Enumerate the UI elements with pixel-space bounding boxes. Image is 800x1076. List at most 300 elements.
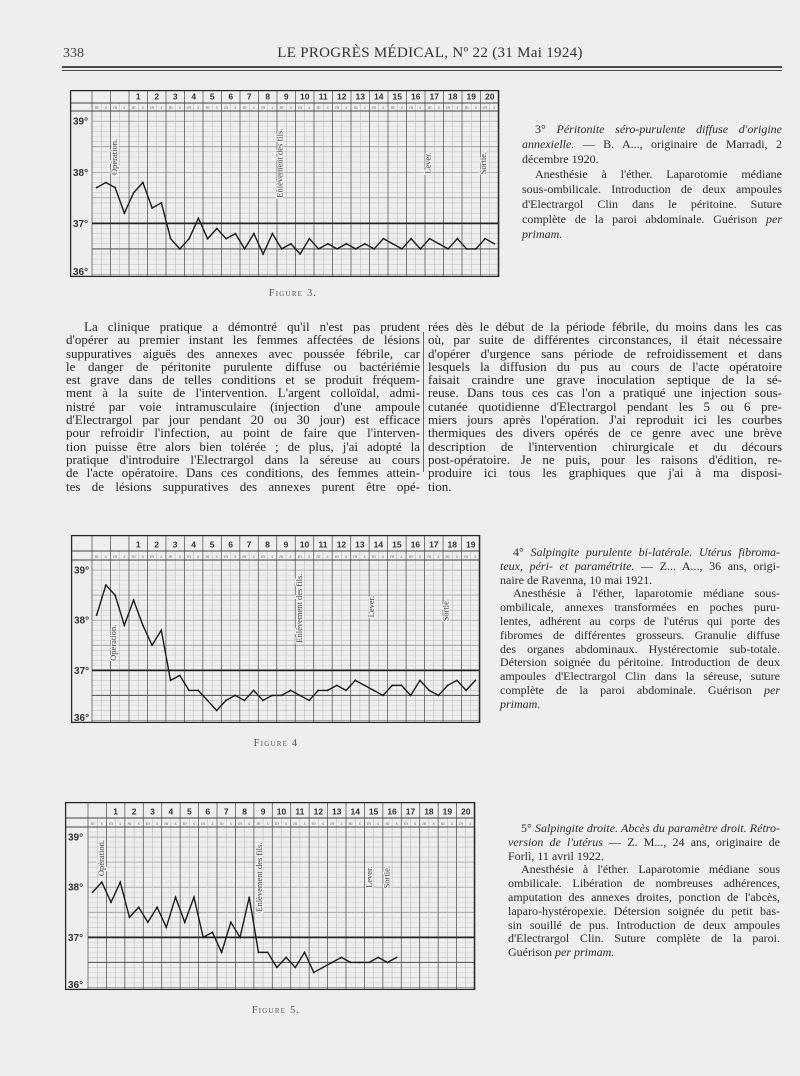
half-day-label: m (145, 821, 150, 827)
running-title: LE PROGRÈS MÉDICAL, Nº 22 (31 Mai 1924) (277, 45, 583, 61)
text-line (508, 919, 780, 933)
day-label: 2 (154, 91, 160, 102)
data-point (276, 967, 278, 969)
text-line (508, 877, 780, 891)
data-point (142, 182, 144, 184)
text-run: produire ici tous les graphiques que j'ai à ma disposi- (428, 465, 782, 481)
data-point (327, 243, 329, 245)
day-label: 10 (299, 539, 310, 550)
text-run: le danger de péritonite purulente diffuse ou bactériémie (66, 358, 420, 374)
day-label: 4 (191, 539, 196, 550)
data-point (308, 700, 310, 702)
data-point (244, 248, 246, 250)
data-point (114, 187, 116, 189)
text-run: tion puisse être alors bien tolérée ; de plus, j'ai adopté la (66, 438, 420, 454)
half-day-label: m (219, 821, 224, 827)
half-day-label: m (260, 554, 265, 560)
body-text-right-column (428, 320, 782, 493)
data-point (281, 248, 283, 250)
text-run: sin souillé de pus. Introduction de deux ampoules (508, 917, 780, 932)
half-day-label: s (156, 821, 159, 827)
data-point (475, 248, 477, 250)
data-point (354, 679, 356, 681)
data-point (170, 238, 172, 240)
text-line (522, 122, 782, 137)
half-day-label: m (298, 105, 303, 111)
half-day-label: s (174, 821, 177, 827)
data-point (382, 695, 384, 697)
half-day-label: s (400, 105, 403, 111)
half-day-label: m (127, 821, 132, 827)
data-point (340, 957, 342, 959)
data-point (262, 700, 264, 702)
data-point (290, 243, 292, 245)
half-day-label: s (308, 554, 311, 560)
figure-caption: Figure 5. (251, 1005, 301, 1016)
half-day-label: s (215, 554, 218, 560)
text-line (500, 684, 780, 698)
text-run: 5° (521, 821, 535, 835)
data-point (129, 916, 131, 918)
text-run: complète de la paroi abdominale. Guérison (522, 212, 766, 226)
data-point (244, 700, 246, 702)
data-point (160, 629, 162, 631)
text-line (428, 453, 782, 466)
half-day-label: s (437, 554, 440, 560)
half-day-label: m (348, 821, 353, 827)
data-point (484, 238, 486, 240)
half-day-label: m (445, 554, 450, 560)
data-point (401, 684, 403, 686)
text-line (500, 574, 780, 588)
half-day-label: s (308, 105, 311, 111)
data-point (110, 901, 112, 903)
data-point (336, 684, 338, 686)
half-day-label: s (271, 105, 274, 111)
data-point (299, 695, 301, 697)
text-run: des organes abdominaux. Hystérectomie sub-totale. (500, 641, 780, 656)
column-rule (423, 332, 424, 472)
text-line (66, 320, 420, 333)
data-point (105, 584, 107, 586)
half-day-label: s (289, 554, 292, 560)
half-day-label: s (123, 554, 126, 560)
data-point (410, 695, 412, 697)
temperature-chart-figure-3 (70, 90, 499, 277)
day-label: 12 (313, 806, 324, 817)
text-run: suppuratives aiguës des annexes avec poussée fébrile, car (66, 345, 420, 361)
half-day-label: s (358, 821, 361, 827)
half-day-label: s (321, 821, 325, 827)
data-point (234, 233, 236, 235)
data-point (493, 243, 495, 245)
half-day-label: m (422, 821, 427, 827)
text-run: sous-ombilicale. Introduction de deux ampoules (522, 182, 782, 196)
half-day-label: s (400, 554, 403, 560)
half-day-label: m (334, 554, 339, 560)
text-line (66, 360, 420, 373)
italic-text-run: version de l'utérus (508, 834, 603, 849)
half-day-label: s (382, 105, 385, 111)
italic-text-run: Péritonite séro-purulente diffuse d'origine (556, 122, 782, 136)
half-day-label: m (464, 554, 469, 560)
data-point (197, 217, 199, 219)
header-rule-thick (62, 66, 782, 68)
y-tick-label: 36° (68, 980, 84, 991)
half-day-label: m (242, 554, 247, 560)
text-line (508, 932, 780, 946)
half-day-label: s (419, 105, 422, 111)
day-label: 13 (355, 91, 365, 102)
half-day-label: s (432, 821, 435, 827)
day-label: 15 (392, 539, 402, 550)
half-day-label: m (238, 821, 243, 827)
data-point (114, 594, 116, 596)
temperature-chart-figure-4 (71, 535, 480, 723)
half-day-label: m (113, 105, 118, 111)
italic-text-run: annexielle. (522, 137, 575, 151)
data-point (345, 690, 347, 692)
event-annotation: Sortie. (478, 151, 489, 175)
text-line (522, 227, 782, 242)
half-day-label: m (464, 105, 469, 111)
half-day-label: m (187, 105, 192, 111)
text-run: Guérison (508, 945, 555, 960)
day-label: 20 (485, 91, 495, 102)
chart-frame (66, 803, 475, 990)
half-day-label: s (104, 554, 107, 560)
text-run: 3° (535, 122, 557, 136)
text-line (500, 670, 780, 684)
half-day-label: s (104, 105, 107, 111)
text-line (66, 466, 420, 479)
half-day-label: m (261, 105, 266, 111)
text-line (428, 400, 782, 413)
data-point (207, 238, 209, 240)
day-label: 19 (466, 91, 476, 102)
text-line (66, 386, 420, 399)
text-run: lesquels la diffusion du pus au cours de l'acte opératoire (428, 358, 782, 374)
data-point (207, 700, 209, 702)
text-run: cutanée quotidienne d'Electrargol pendant les 5 ou 6 pre- (428, 398, 782, 414)
half-day-label: m (316, 105, 321, 111)
text-line (508, 863, 780, 877)
text-run: Anesthésie à l'éther, laparotomie médiane sous- (513, 586, 780, 601)
half-day-label: m (90, 821, 95, 827)
data-point (318, 248, 320, 250)
data-point (317, 690, 319, 692)
half-day-label: s (197, 554, 200, 560)
day-label: 13 (332, 806, 342, 817)
half-day-label: m (427, 554, 432, 560)
text-run: lentes, adhérent au corps de l'utérus qui porte des (500, 613, 780, 628)
half-day-label: m (446, 105, 451, 111)
y-tick-label: 37° (74, 665, 90, 677)
data-point (308, 238, 310, 240)
day-label: 20 (461, 806, 471, 817)
half-day-label: m (367, 821, 372, 827)
day-label: 14 (374, 91, 384, 102)
half-day-label: m (353, 105, 358, 111)
text-line (66, 347, 420, 360)
day-label: 16 (411, 91, 421, 102)
half-day-label: m (390, 554, 395, 560)
data-point (429, 238, 431, 240)
text-run: — Z. M..., 24 ans, originaire de (602, 834, 781, 849)
event-annotation: Enlèvement des fils. (293, 573, 304, 643)
text-run: Forlì, 11 avril 1922. (508, 848, 604, 863)
text-run: laparo-hystéropexie. Détersion soignée du petit bas- (508, 903, 780, 918)
text-line (428, 373, 782, 386)
data-point (216, 710, 218, 712)
data-point (211, 931, 213, 933)
text-run: — Z... A..., 36 ans, origi- (634, 558, 780, 573)
data-point (391, 684, 393, 686)
data-point (230, 921, 232, 923)
half-day-label: m (353, 554, 358, 560)
text-run: miers jours après l'opération. J'ai reproduit ici les courbes (428, 412, 782, 428)
half-day-label: s (160, 554, 163, 560)
data-point (290, 690, 292, 692)
half-day-label: m (109, 821, 114, 827)
day-label: 12 (337, 91, 347, 102)
data-point (248, 896, 250, 898)
half-day-label: s (141, 105, 144, 111)
half-day-label: m (390, 105, 395, 111)
text-line (428, 333, 782, 346)
half-day-label: m (293, 821, 298, 827)
half-day-label: m (168, 105, 173, 111)
half-day-label: m (131, 105, 136, 111)
half-day-label: s (197, 105, 200, 111)
data-point (377, 957, 379, 959)
data-point (262, 253, 264, 255)
data-point (271, 233, 273, 235)
half-day-label: s (326, 554, 329, 560)
data-point (239, 936, 241, 938)
data-point (133, 599, 135, 601)
text-line (66, 480, 420, 493)
day-label: 4 (191, 91, 197, 102)
data-point (221, 951, 223, 953)
half-day-label: m (168, 554, 173, 560)
text-run: décembre 1920. (522, 152, 599, 166)
day-label: 19 (442, 806, 453, 817)
data-point (96, 614, 98, 616)
data-point (373, 248, 375, 250)
text-line (500, 587, 780, 601)
half-day-label: m (440, 821, 445, 827)
y-tick-label: 39° (73, 116, 89, 128)
half-day-label: s (474, 554, 477, 560)
data-point (401, 248, 403, 250)
text-run: amputation des annexes droites, ponction de l'abcès, (508, 889, 780, 904)
half-day-label: m (316, 554, 321, 560)
text-line (500, 629, 780, 643)
text-run: d'Electrargol Clin dans le péritoine. Suture (522, 197, 782, 211)
text-run: Détersion soignée du péritoine. Introduction de deux (500, 655, 780, 670)
case-description-figure-4 (500, 546, 780, 712)
half-day-label: m (459, 821, 464, 827)
half-day-label: s (455, 554, 458, 560)
day-label: 5 (209, 539, 215, 550)
day-label: 17 (429, 91, 439, 102)
text-run: pratique d'introduire l'Electrargol dans la séreuse au cours (66, 451, 420, 467)
data-point (96, 187, 98, 189)
italic-text-run: teux, péri- et paramétrite. (500, 558, 635, 573)
data-point (456, 679, 458, 681)
figure-caption: Figure 3. (268, 288, 318, 299)
half-day-label: s (363, 105, 366, 111)
half-day-label: m (330, 821, 335, 827)
data-point (428, 690, 430, 692)
data-point (165, 926, 167, 928)
text-run: Anesthésie à l'éther. Laparotomie médiane sous (521, 862, 780, 877)
text-run: d'opérer d'urgence sans période de refroidissement et dans (428, 345, 782, 361)
data-point (142, 624, 144, 626)
body-text-left-column (66, 320, 420, 493)
data-point (123, 624, 125, 626)
half-day-label: m (94, 105, 99, 111)
half-day-label: s (271, 554, 274, 560)
data-point (105, 182, 107, 184)
half-day-label: m (274, 821, 279, 827)
day-label: 14 (373, 539, 384, 550)
half-day-label: s (414, 821, 417, 827)
half-day-label: s (178, 554, 181, 560)
y-tick-label: 38° (68, 882, 84, 894)
half-day-label: s (248, 821, 251, 827)
data-point (355, 248, 357, 250)
data-point (285, 957, 287, 959)
event-annotation: Enlèvement des fils. (274, 128, 285, 198)
half-day-label: m (94, 554, 99, 560)
text-line (66, 413, 420, 426)
day-label: 7 (223, 806, 229, 817)
day-label: 1 (113, 806, 119, 817)
text-line (522, 152, 782, 167)
data-point (151, 207, 153, 209)
data-point (193, 896, 195, 898)
data-point (123, 212, 125, 214)
text-run: — B. A..., originaire de Marradi, 2 (574, 137, 782, 151)
day-label: 3 (172, 91, 178, 102)
half-day-label: m (279, 105, 284, 111)
data-point (350, 962, 352, 964)
day-label: 15 (392, 91, 402, 102)
half-day-label: m (335, 105, 340, 111)
temperature-chart-figure-5 (65, 802, 475, 990)
half-day-label: s (234, 554, 237, 560)
text-run: thermiques des divers opérés de ce genre avec une brève (428, 425, 782, 441)
data-point (438, 695, 440, 697)
text-run: ment à la suite de l'intervention. L'argent colloïdal, admi- (66, 385, 420, 401)
data-point (225, 700, 227, 702)
data-point (253, 690, 255, 692)
text-line (508, 836, 780, 850)
day-label: 6 (228, 91, 234, 102)
italic-text-run: Salpingite droite. Abcès du paramètre droit. Rétro- (534, 821, 780, 835)
data-point (364, 684, 366, 686)
text-line (428, 347, 782, 360)
data-point (175, 896, 177, 898)
half-day-label: s (340, 821, 343, 827)
text-run: ombilicale. Libération de nombreuses adhérences, (508, 876, 780, 891)
data-point (225, 238, 227, 240)
day-label: 2 (154, 539, 160, 550)
half-day-label: s (450, 821, 454, 827)
half-day-label: s (211, 821, 214, 827)
data-point (465, 690, 467, 692)
data-point (151, 644, 153, 646)
data-point (327, 690, 329, 692)
data-point (267, 951, 269, 953)
text-line (522, 167, 782, 182)
y-tick-label: 36° (74, 713, 90, 724)
half-day-label: s (437, 105, 440, 111)
header-rule-thin (62, 70, 782, 71)
text-run: naire de Ravenna, 10 mai 1921. (500, 572, 653, 587)
y-tick-label: 39° (68, 832, 84, 844)
y-tick-label: 37° (68, 932, 84, 944)
day-label: 17 (429, 539, 439, 550)
half-day-label: s (344, 554, 348, 560)
half-day-label: s (141, 554, 144, 560)
half-day-label: s (160, 105, 163, 111)
half-day-label: s (469, 821, 472, 827)
text-line (508, 946, 780, 960)
data-point (234, 695, 236, 697)
day-label: 9 (283, 539, 289, 550)
text-run: reuse. Dans tous ces cas l'on a pratiqué une injection sous- (428, 385, 782, 401)
day-label: 10 (276, 806, 287, 817)
event-annotation: Sortie. (440, 598, 451, 622)
y-tick-label: 39° (74, 565, 90, 577)
text-line (522, 197, 782, 212)
day-label: 10 (300, 91, 310, 102)
day-label: 18 (424, 806, 434, 817)
data-point (133, 192, 135, 194)
data-point (396, 957, 398, 959)
half-day-label: m (131, 554, 136, 560)
text-line (428, 480, 782, 493)
day-label: 12 (336, 539, 347, 550)
day-label: 16 (410, 539, 421, 550)
half-day-label: m (403, 821, 408, 827)
text-line (508, 822, 780, 836)
italic-text-run: per primam. (555, 945, 615, 960)
day-label: 9 (283, 91, 289, 102)
text-line (428, 386, 782, 399)
text-run: d'Electrargol Clin. Suture complète de la paroi. (508, 931, 780, 946)
text-run: post-opératoire. Je ne puis, pour les raisons d'édition, re- (428, 451, 782, 467)
data-point (253, 233, 255, 235)
data-point (294, 967, 296, 969)
half-day-label: m (427, 105, 432, 111)
italic-text-run: per (764, 682, 780, 697)
day-label: 5 (209, 91, 215, 102)
half-day-label: m (205, 105, 210, 111)
event-annotation: Lever. (363, 866, 374, 888)
half-day-label: s (456, 105, 459, 111)
text-run: tion. (428, 478, 452, 494)
italic-text-run: per (766, 212, 782, 226)
half-day-label: s (252, 554, 255, 560)
data-point (160, 202, 162, 204)
data-point (280, 695, 282, 697)
data-point (364, 243, 366, 245)
text-line (500, 546, 780, 560)
